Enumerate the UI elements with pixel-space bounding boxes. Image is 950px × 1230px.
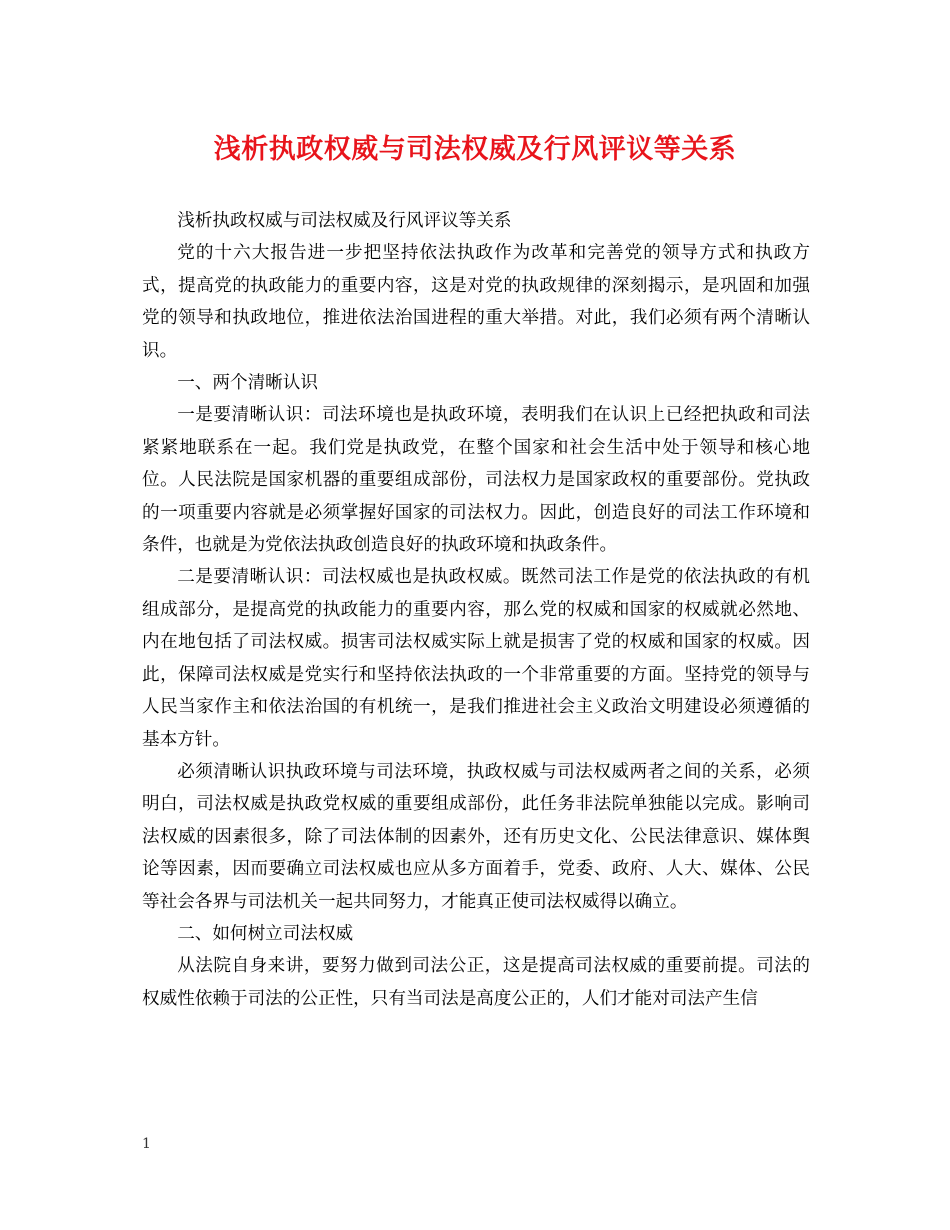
paragraph-point-two: 二是要清晰认识：司法权威也是执政权威。既然司法工作是党的依法执政的有机组成部分，是提高党的执政能力的重要内容，那么党的权威和国家的权威就必然地、内在地包括了司法权威。损害司法权威实际上就是损害了党的权威和国家的权威。因此，保障司法权威是党实行和坚持依法执政的一个非常重要的方面。坚持党的领导与人民当家作主和依法治国的有机统一，是我们推进社会主义政治文明建设必须遵循的基本方针。 xyxy=(142,567,810,750)
paragraph-point-one: 一是要清晰认识：司法环境也是执政环境，表明我们在认识上已经把执政和司法紧紧地联系在一起。我们党是执政党，在整个国家和社会生活中处于领导和核心地位。人民法院是国家机器的重要组成部份，司法权力是国家政权的重要部份。党执政的一项重要内容就是必须掌握好国家的司法权力。因此，创造良好的司法工作环境和条件，也就是为党依法执政创造良好的执政环境和执政条件。 xyxy=(142,405,810,556)
paragraph-relationship: 必须清晰认识执政环境与司法环境，执政权威与司法权威两者之间的关系，必须明白，司法权威是执政党权威的重要组成部份，此任务非法院单独能以完成。影响司法权威的因素很多，除了司法体制的因素外，还有历史文化、公民法律意识、媒体舆论等因素，因而要确立司法权威也应从多方面着手，党委、政府、人大、媒体、公民等社会各界与司法机关一起共同努力，才能真正使司法权威得以确立。 xyxy=(142,761,810,912)
document-title: 浅析执政权威与司法权威及行风评议等关系 xyxy=(213,134,737,165)
paragraph-intro: 党的十六大报告进一步把坚持依法执政作为改革和完善党的领导方式和执政方式，提高党的执政能力的重要内容，这是对党的执政规律的深刻揭示，是巩固和加强党的领导和执政地位，推进依法治国进程的重大举措。对此，我们必须有两个清晰认识。 xyxy=(142,243,810,361)
paragraph-court-fairness: 从法院自身来讲，要努力做到司法公正，这是提高司法权威的重要前提。司法的权威性依赖于司法的公正性，只有当司法是高度公正的，人们才能对司法产生信 xyxy=(142,956,810,1009)
document-body xyxy=(142,205,810,1015)
section-heading-1: 一、两个清晰认识 xyxy=(177,373,318,394)
page-number: 1 xyxy=(142,1136,151,1152)
paragraph-subtitle: 浅析执政权威与司法权威及行风评议等关系 xyxy=(177,211,512,231)
section-heading-2: 二、如何树立司法权威 xyxy=(177,923,354,944)
